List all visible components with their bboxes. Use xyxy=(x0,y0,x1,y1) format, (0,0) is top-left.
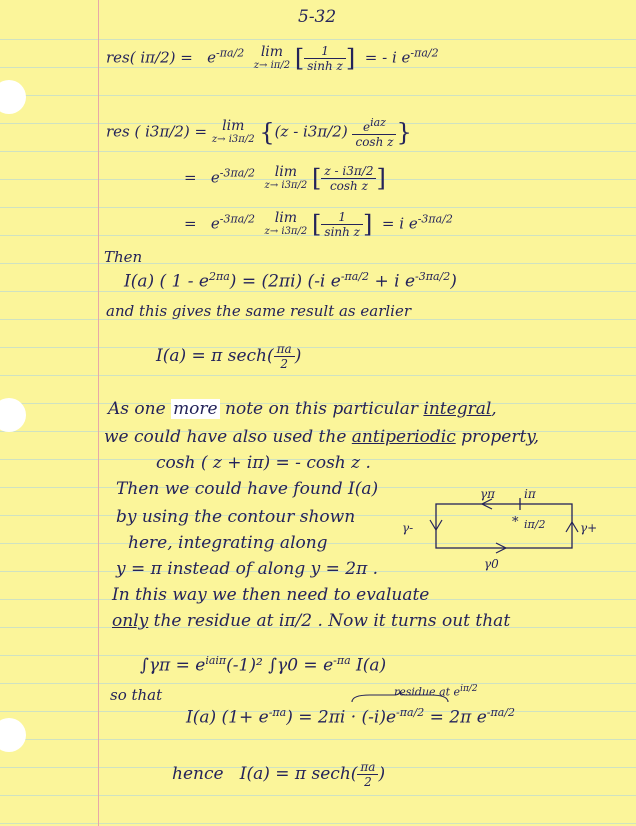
residue-1-equation xyxy=(106,44,439,73)
para-line-9 xyxy=(112,612,510,630)
rhs-sup: -3πa/2 xyxy=(417,212,453,226)
label-gamma-minus: γ- xyxy=(402,521,414,535)
eq-mid-sup: -πa/2 xyxy=(396,706,425,719)
margin-line xyxy=(98,0,99,826)
para-line-7: y = π instead of along y = 2π . xyxy=(116,559,379,579)
para-line-1 xyxy=(108,400,497,418)
numerator: 1 xyxy=(304,44,346,59)
eq-rhs: = 2π e xyxy=(424,707,487,728)
numerator-sup: iaz xyxy=(370,116,386,129)
result-1 xyxy=(156,342,301,371)
para-line-8: In this way we then need to evaluate xyxy=(112,585,430,605)
fraction xyxy=(321,210,363,239)
eq-mid: ) = (2πi) (-i e xyxy=(229,271,341,292)
text: the residue at iπ/2 . Now it turns out that xyxy=(148,611,511,631)
eq-lhs: I(a) (1+ e xyxy=(186,707,269,728)
residue-2-rhs: = i e xyxy=(381,214,418,233)
final-equation xyxy=(186,704,515,727)
equals: = xyxy=(184,214,197,233)
text: , xyxy=(491,399,497,419)
fraction xyxy=(357,760,378,789)
eq-lhs: ∫γπ = e xyxy=(140,655,206,676)
lim-label: lim xyxy=(274,209,298,226)
exp-sup: -3πa/2 xyxy=(219,166,255,180)
denominator: sinh z xyxy=(324,225,360,239)
integral-equation xyxy=(140,652,386,675)
then-label: Then xyxy=(104,248,143,266)
label-gamma-plus: γ+ xyxy=(580,521,598,535)
label-gamma-pi: γπ xyxy=(480,487,496,501)
bracket-close: ] xyxy=(376,164,386,193)
hence-label: hence xyxy=(172,764,224,784)
eq-end: ) xyxy=(450,271,457,292)
eq-rhs-sup: -πa/2 xyxy=(486,706,515,719)
exp-sup: -πa/2 xyxy=(216,46,245,60)
equals: = xyxy=(184,168,197,187)
text: we could have also used the xyxy=(104,427,352,447)
residue-2-step-2 xyxy=(184,164,386,193)
limit xyxy=(264,163,308,192)
eq-mid-sup: -πa/2 xyxy=(340,270,370,283)
result-lhs: I(a) = π sech( xyxy=(156,346,274,366)
fraction xyxy=(304,44,346,73)
label-gamma-0: γ0 xyxy=(484,557,499,571)
fraction xyxy=(352,116,396,149)
bracket-open: [ xyxy=(294,44,305,73)
denominator: sinh z xyxy=(307,59,343,73)
residue-2-equation xyxy=(106,116,412,149)
residue-2-lhs: res ( i3π/2) = xyxy=(106,122,208,141)
highlighted-word: more xyxy=(173,399,218,419)
then-equation xyxy=(124,268,457,291)
limit xyxy=(264,209,308,238)
lim-sub: z→ iπ/2 xyxy=(253,59,291,71)
label-i-pi: iπ xyxy=(524,487,536,501)
binder-hole xyxy=(0,718,26,752)
exp-base: e xyxy=(210,168,220,187)
para-line-4: Then we could have found I(a) xyxy=(116,479,379,499)
underlined-word: integral xyxy=(423,399,492,419)
contour-diagram xyxy=(400,484,610,584)
eq-lhs-sup: 2πa xyxy=(208,270,230,283)
eq-lhs-sup: -πa xyxy=(268,706,287,719)
bracket-open: [ xyxy=(312,164,322,193)
eq-plus-sup: -3πa/2 xyxy=(415,270,451,283)
text: As one xyxy=(108,399,172,419)
bracket-close: } xyxy=(396,118,412,147)
so-that-label: so that xyxy=(110,686,163,704)
residue-1-rhs: = - i e xyxy=(364,48,411,67)
result-lhs: I(a) = π sech( xyxy=(239,764,358,784)
numerator: πa xyxy=(274,342,295,357)
binder-hole xyxy=(0,398,26,432)
para-line-2 xyxy=(104,428,539,446)
lim-sub: z→ i3π/2 xyxy=(264,225,308,237)
lim-sub: z→ i3π/2 xyxy=(264,179,308,191)
numerator: πa xyxy=(357,760,378,775)
page-number: 5-32 xyxy=(298,7,337,27)
exp-base: e xyxy=(207,48,217,67)
residue-2-step-3 xyxy=(184,210,453,239)
lim-label: lim xyxy=(260,43,284,60)
same-result-text: and this gives the same result as earlier xyxy=(106,302,412,320)
eq-end: I(a) xyxy=(350,655,387,676)
residue-1-lhs: res( iπ/2) = xyxy=(106,48,193,67)
eq-plus: + i e xyxy=(369,271,416,292)
rhs-sup: -πa/2 xyxy=(410,46,439,60)
fraction xyxy=(321,164,376,193)
limit xyxy=(211,117,255,146)
underlined-word: antiperiodic xyxy=(351,427,456,447)
contour-rectangle xyxy=(436,504,572,548)
lim-label: lim xyxy=(274,163,298,180)
numerator: e xyxy=(362,120,371,134)
result-end: ) xyxy=(378,764,386,784)
bracket-open: { xyxy=(259,118,275,147)
limit xyxy=(253,43,291,72)
exp-base: e xyxy=(210,214,220,233)
annotation-sup: iπ/2 xyxy=(460,684,478,694)
denominator: 2 xyxy=(364,775,372,789)
underlined-word: only xyxy=(112,611,149,631)
exp-sup: -3πa/2 xyxy=(219,212,255,226)
brace-icon xyxy=(350,690,450,704)
hence-equation xyxy=(172,760,385,789)
denominator: cosh z xyxy=(355,135,394,149)
numerator: 1 xyxy=(321,210,363,225)
lim-label: lim xyxy=(222,117,245,134)
annotation-text: residue at e xyxy=(394,685,461,699)
eq-lhs: I(a) ( 1 - e xyxy=(124,271,209,292)
para-line-5: by using the contour shown xyxy=(116,507,356,527)
eq-lhs-sup: iaiπ xyxy=(205,654,227,667)
factor: (z - i3π/2) xyxy=(274,122,348,141)
bracket-close: ] xyxy=(363,210,373,239)
eq-mid-sup: -πa xyxy=(333,654,351,667)
result-end: ) xyxy=(294,346,302,366)
text: property, xyxy=(455,427,540,447)
bracket-close: ] xyxy=(345,44,356,73)
denominator: cosh z xyxy=(329,179,368,193)
denominator: 2 xyxy=(280,357,288,371)
numerator: z - i3π/2 xyxy=(321,164,376,179)
eq-mid: ) = 2πi · (-i)e xyxy=(286,707,397,728)
fraction xyxy=(274,342,295,371)
text: note on this particular xyxy=(219,399,424,419)
lim-sub: z→ i3π/2 xyxy=(211,133,255,145)
para-line-3: cosh ( z + iπ) = - cosh z . xyxy=(156,453,371,473)
para-line-6: here, integrating along xyxy=(128,533,328,553)
binder-hole xyxy=(0,80,26,114)
label-pole: iπ/2 xyxy=(524,518,546,531)
eq-mid: (-1)² ∫γ0 = e xyxy=(226,655,334,676)
bracket-open: [ xyxy=(312,210,322,239)
pole-star-icon: * xyxy=(512,515,519,530)
